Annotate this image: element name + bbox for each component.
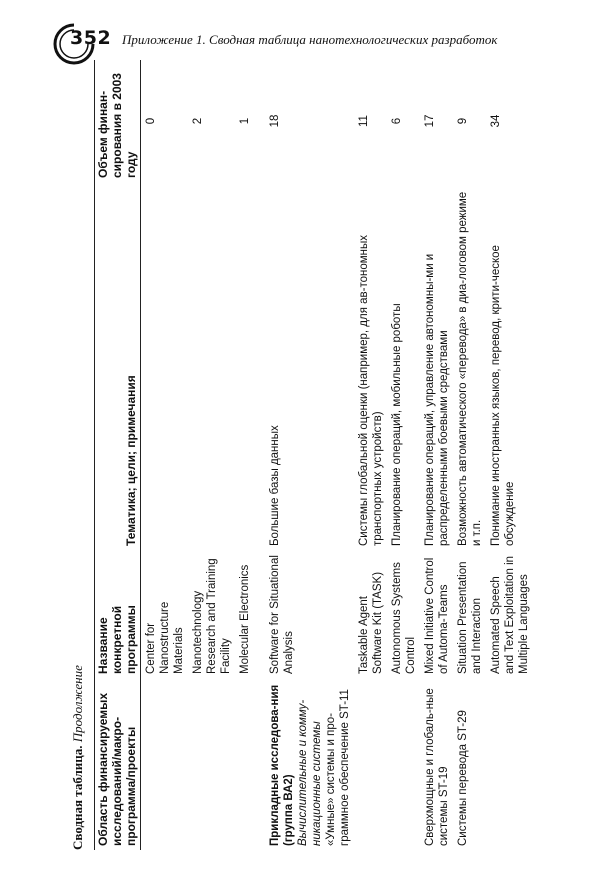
cell-funding: 6 xyxy=(391,117,403,125)
cell-funding: 11 xyxy=(358,115,370,127)
table-row xyxy=(420,60,453,850)
cell-area: Сверхмощные и глобаль-ные системы ST-19 xyxy=(424,688,450,846)
cell-program: Software for Situational Analysis xyxy=(269,555,295,674)
cell-area xyxy=(387,678,420,850)
cell-topic xyxy=(188,182,235,550)
cell-funding: 9 xyxy=(457,117,469,125)
cell-program: Molecular Electronics xyxy=(239,564,251,674)
cell-topic: Большие базы данных xyxy=(269,425,281,546)
header-topic: Тематика; цели; примечания xyxy=(124,375,138,546)
cell-area xyxy=(254,678,354,850)
table-caption xyxy=(70,60,94,850)
cell-program: Taskable Agent Software Kit (TASK) xyxy=(358,571,384,674)
cell-area xyxy=(354,678,387,850)
table-row xyxy=(453,60,486,850)
cell-topic: Системы глобальной оценки (например, для ав-тономных транспортных устройств) xyxy=(358,234,384,546)
cell-area xyxy=(235,678,254,850)
cell-funding: 18 xyxy=(269,114,281,128)
cell-area xyxy=(486,678,533,850)
cell-topic: Понимание иностранных языков, перевод, крити-ческое обсуждение xyxy=(490,245,516,546)
section-heading: Прикладные исследова-ния (группа ВА2) xyxy=(269,684,295,846)
table-row xyxy=(235,60,254,850)
cell-topic: Планирование операций, мобильные роботы xyxy=(391,303,403,546)
cell-funding: 2 xyxy=(192,117,204,125)
running-title: Приложение 1. Сводная таблица нанотехнологических разработок xyxy=(122,32,498,47)
cell-program: Mixed Initiative Control of Automa-Teams xyxy=(424,557,450,674)
cell-funding: 34 xyxy=(490,114,502,128)
page-number: 352 xyxy=(70,27,112,49)
cell-area xyxy=(188,678,235,850)
cell-area xyxy=(141,678,189,850)
cell-program: Autonomous Systems Control xyxy=(391,562,417,674)
cell-program: Center for Nanostructure Materials xyxy=(145,601,185,674)
rotated-table-block xyxy=(70,60,590,850)
header-area: Область финансируемых исследований/макро-программа/проекты xyxy=(96,692,138,846)
cell-funding: 1 xyxy=(239,117,251,125)
cell-topic: Планирование операций, управление автономны-ми и распределенными боевыми средствами xyxy=(424,253,450,546)
cell-topic: Возможность автоматического «перевода» в диа-логовом режиме и т.п. xyxy=(457,191,483,546)
cell-area: Системы перевода ST-29 xyxy=(457,710,469,846)
table-row xyxy=(188,60,235,850)
cell-program: Automated Speech and Text Exploitation in Multiple Languages xyxy=(490,555,530,674)
table-row xyxy=(254,60,354,850)
table-row xyxy=(141,60,189,850)
cell-program: Nanotechnology Research and Training Facility xyxy=(192,558,232,674)
cell-topic xyxy=(141,182,189,550)
subsection-heading: Вычислительные и комму-никационные системы xyxy=(297,699,323,846)
table-row xyxy=(387,60,420,850)
header-program: Название конкретной программы xyxy=(96,605,138,674)
cell-topic xyxy=(235,182,254,550)
table-caption-continued: Продолжение xyxy=(70,665,85,743)
cell-funding: 17 xyxy=(424,114,436,128)
table-row xyxy=(354,60,387,850)
cell-program: Situation Presentation and Interaction xyxy=(457,561,483,674)
area-text: «Умные» системы и про-граммное обеспечение ST-11 xyxy=(325,689,351,846)
table-header-row xyxy=(95,60,141,850)
table-row xyxy=(486,60,533,850)
table-caption-title: Сводная таблица. xyxy=(70,745,85,850)
cell-funding: 0 xyxy=(145,117,157,125)
header-funding: Объем финан-сирования в 2003 году xyxy=(96,73,138,178)
summary-table xyxy=(94,60,533,850)
